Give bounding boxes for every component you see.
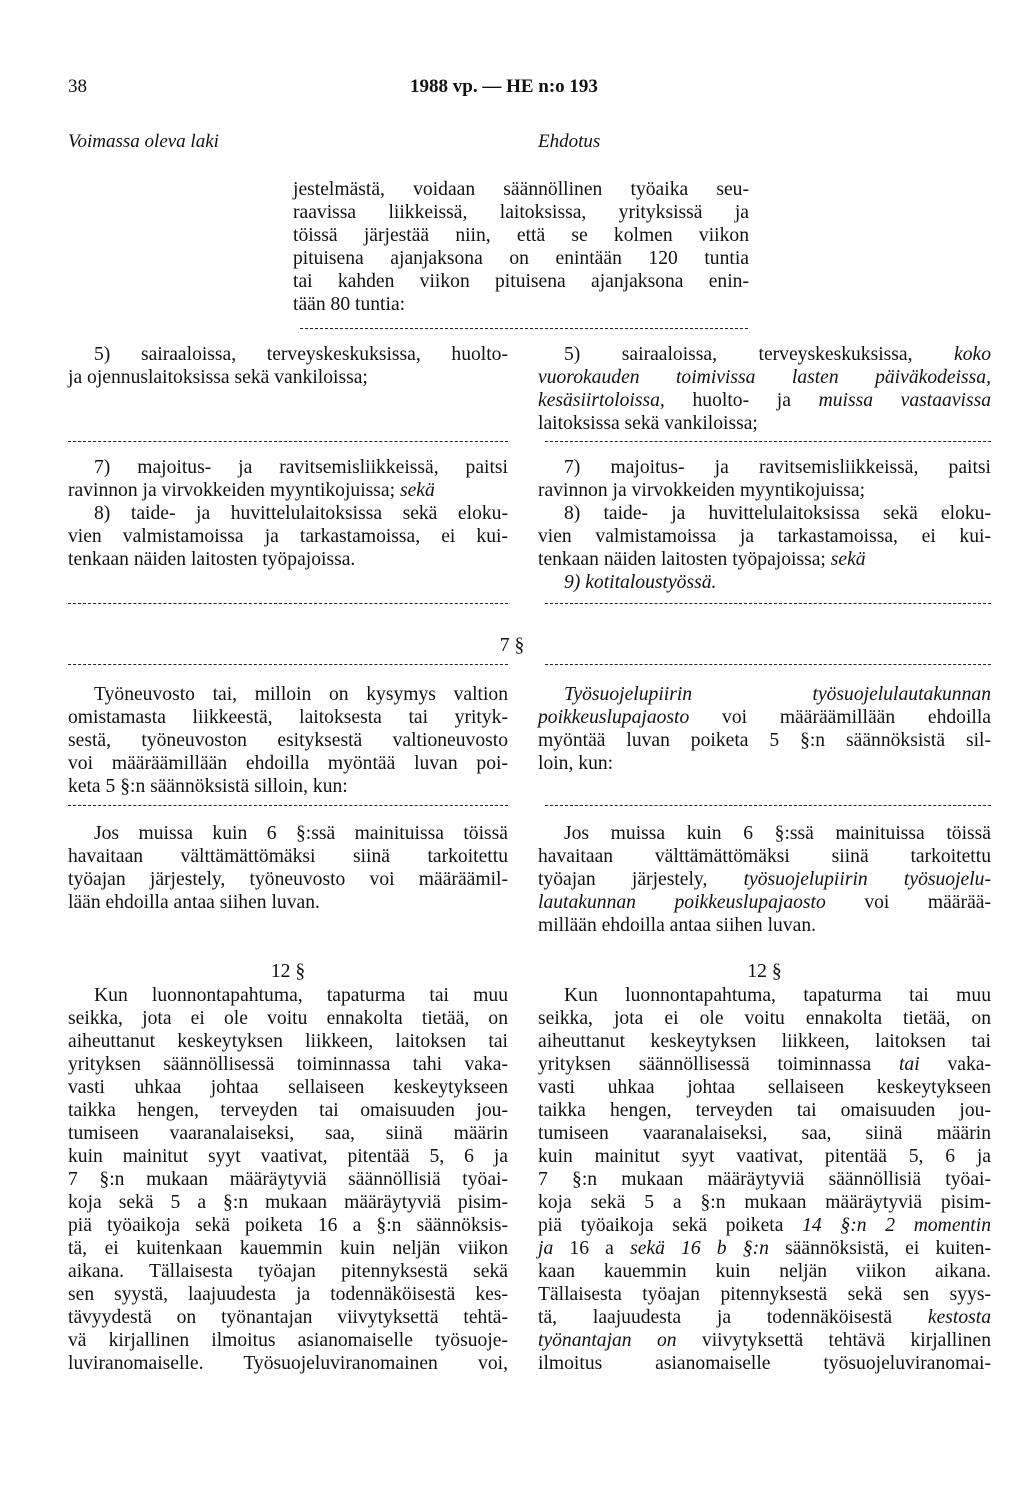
text-line: luviranomaiselle. Työsuojeluviranomainen voi, (68, 1353, 508, 1374)
text-line: 7) majoitus- ja ravitsemisliikkeissä, paitsi (564, 457, 991, 478)
text-line: vien valmistamoissa ja tarkastamoissa, ei kui- (68, 526, 508, 547)
text-line: ja ojennuslaitoksissa sekä vankiloissa; (68, 367, 368, 388)
text-line: aiheuttanut keskeytyksen liikkeen, laitoksen tai (68, 1031, 508, 1052)
left-item-5 (68, 343, 508, 389)
intro-line: töissä järjestää niin, että se kolmen viikon (293, 225, 749, 246)
right-column-heading: Ehdotus (538, 131, 601, 152)
text-line: kuin mainitut syyt vaativat, pitentää 5, 6 ja (68, 1146, 508, 1167)
text-line: myöntää luvan poiketa 5 §:n säännöksistä sil- (538, 730, 991, 751)
text-line: kuin mainitut syyt vaativat, pitentää 5, 6 ja (538, 1146, 991, 1167)
text-line: 8) taide- ja huvittelulaitoksissa sekä eloku- (564, 503, 991, 524)
text-line: loin, kun: (538, 753, 614, 774)
text-line: koja sekä 5 a §:n mukaan määräytyviä pisim- (68, 1192, 508, 1213)
text-line: poikkeuslupajaosto voi määräämillään ehdoilla (538, 707, 991, 728)
text-line: koja sekä 5 a §:n mukaan määräytyviä pisim- (538, 1192, 991, 1213)
text-line: ja 16 a sekä 16 b §:n säännöksistä, ei kuiten- (538, 1238, 991, 1259)
text-line: 7 §:n mukaan määräytyviä säännöllisiä työai- (68, 1169, 508, 1190)
text-line: yrityksen säännöllisessä toiminnassa tai vaka- (538, 1054, 991, 1075)
text-line: sestä, työneuvoston esityksestä valtioneuvosto (68, 730, 508, 751)
text-line: Tällaisesta työajan pitennyksestä sekä sen syys- (538, 1284, 991, 1305)
right-sec7-paragraph-1 (538, 683, 991, 775)
text-line: piä työaikoja sekä poiketa 14 §:n 2 momentin (538, 1215, 991, 1236)
right-item-5 (538, 343, 991, 435)
text-line: tä, ei kuitenkaan kauemmin kuin neljän viikon (68, 1238, 508, 1259)
text-line: tävyydestä on työnantajan viivytyksettä tehtä- (68, 1307, 508, 1328)
text-line: ilmoitus asianomaiselle työsuojeluviranomai- (538, 1353, 991, 1374)
intro-paragraph (293, 178, 749, 316)
intro-line: raavissa liikkeissä, laitoksissa, yrityksissä ja (293, 202, 749, 223)
omission-divider (68, 603, 508, 604)
omission-divider (68, 664, 508, 665)
text-line: tumiseen vaaranalaiseksi, saa, siinä määrin (68, 1123, 508, 1144)
text-line: ravinnon ja virvokkeiden myyntikojuissa; (538, 480, 866, 501)
text-line: millään ehdoilla antaa siihen luvan. (538, 915, 817, 936)
text-line: keta 5 §:n säännöksistä silloin, kun: (68, 776, 348, 797)
text-line: lään ehdoilla antaa siihen luvan. (68, 892, 320, 913)
text-line: Kun luonnontapahtuma, tapaturma tai muu (564, 985, 991, 1006)
text-line: Kun luonnontapahtuma, tapaturma tai muu (94, 985, 508, 1006)
text-line: seikka, jota ei ole voitu ennakolta tietää, on (68, 1008, 508, 1029)
omission-divider (545, 603, 991, 604)
omission-divider (300, 328, 748, 329)
omission-divider (545, 441, 991, 442)
omission-divider (68, 805, 508, 806)
text-line: taikka hengen, terveyden tai omaisuuden jou- (538, 1100, 991, 1121)
text-line: 8) taide- ja huvittelulaitoksissa sekä eloku- (94, 503, 508, 524)
text-line: 5) sairaaloissa, terveyskeskuksissa, koko (564, 344, 991, 365)
omission-divider (68, 441, 508, 442)
text-line: sen syystä, laajuudesta ja todennäköisestä kes- (68, 1284, 508, 1305)
text-line: ravinnon ja virvokkeiden myyntikojuissa; sekä (68, 480, 435, 501)
text-line: aiheuttanut keskeytyksen liikkeen, laitoksen tai (538, 1031, 991, 1052)
text-line: vasti uhkaa johtaa sellaiseen keskeytykseen (68, 1077, 508, 1098)
text-line: 9) kotitaloustyössä. (564, 572, 717, 593)
text-line: yrityksen säännöllisessä toiminnassa tahi vaka- (68, 1054, 508, 1075)
left-sec12-paragraph (68, 984, 508, 1375)
left-items-7-8 (68, 456, 508, 571)
text-line: kaan kauemmin kuin neljän viikon aikana. (538, 1261, 991, 1282)
text-line: laitoksissa sekä vankiloissa; (538, 413, 758, 434)
text-line: vien valmistamoissa ja tarkastamoissa, ei kui- (538, 526, 991, 547)
text-line: työajan järjestely, työneuvosto voi määräämil- (68, 869, 508, 890)
running-title: 1988 vp. — HE n:o 193 (410, 76, 598, 97)
left-sec7-paragraph-1 (68, 683, 508, 798)
text-line: vasti uhkaa johtaa sellaiseen keskeytykseen (538, 1077, 991, 1098)
text-line: 7) majoitus- ja ravitsemisliikkeissä, paitsi (94, 457, 508, 478)
text-line: vä kirjallinen ilmoitus asianomaiselle työsuoje- (68, 1330, 508, 1351)
right-sec12-paragraph (538, 984, 991, 1375)
text-line: voi määräämillään ehdoilla myöntää luvan poi- (68, 753, 508, 774)
text-line: piä työaikoja sekä poiketa 16 a §:n säännöksis- (68, 1215, 508, 1236)
text-line: Työneuvosto tai, milloin on kysymys valtion (94, 684, 508, 705)
text-line: 7 §:n mukaan määräytyviä säännöllisiä työai- (538, 1169, 991, 1190)
text-line: tumiseen vaaranalaiseksi, saa, siinä määrin (538, 1123, 991, 1144)
text-line: Jos muissa kuin 6 §:ssä mainituissa töissä (564, 823, 991, 844)
text-line: 5) sairaaloissa, terveyskeskuksissa, huolto- (94, 344, 508, 365)
intro-line: jestelmästä, voidaan säännöllinen työaika seu- (293, 179, 749, 200)
text-line: havaitaan välttämättömäksi siinä tarkoitettu (538, 846, 991, 867)
section-label-12-left: 12 § (270, 961, 306, 982)
left-sec7-paragraph-2 (68, 822, 508, 914)
text-line: havaitaan välttämättömäksi siinä tarkoitettu (68, 846, 508, 867)
intro-line: tään 80 tuntia: (293, 294, 406, 315)
omission-divider (545, 805, 991, 806)
text-line: työajan järjestely, työsuojelupiirin työsuojelu- (538, 869, 991, 890)
text-line: omistamasta liikkeestä, laitoksesta tai yrityk- (68, 707, 508, 728)
text-line: aikana. Tällaisesta työajan pitennyksestä sekä (68, 1261, 508, 1282)
text-line: työnantajan on viivytyksettä tehtävä kirjallinen (538, 1330, 991, 1351)
text-line: tenkaan näiden laitosten työpajoissa. (68, 549, 356, 570)
omission-divider (545, 664, 991, 665)
text-line: tä, laajuudesta ja todennäköisestä kestosta (538, 1307, 991, 1328)
section-label-12-right: 12 § (747, 961, 782, 982)
text-line: vuorokauden toimivissa lasten päiväkodeissa, (538, 367, 991, 388)
text-line: taikka hengen, terveyden tai omaisuuden jou- (68, 1100, 508, 1121)
left-column-heading: Voimassa oleva laki (68, 131, 219, 152)
text-line: kesäsiirtoloissa, huolto- ja muissa vastaavissa (538, 390, 992, 411)
right-sec7-paragraph-2 (538, 822, 991, 937)
intro-line: tai kahden viikon pituisena ajanjaksona enin- (293, 271, 749, 292)
text-line: Jos muissa kuin 6 §:ssä mainituissa töissä (94, 823, 508, 844)
text-line: seikka, jota ei ole voitu ennakolta tietää, on (538, 1008, 991, 1029)
text-line: tenkaan näiden laitosten työpajoissa; sekä (538, 549, 866, 570)
text-line: Työsuojelupiirin työsuojelulautakunnan (564, 684, 991, 705)
page-number: 38 (68, 76, 87, 97)
section-label-7: 7 § (499, 635, 525, 656)
intro-line: pituisena ajanjaksona on enintään 120 tuntia (293, 248, 749, 269)
text-line: lautakunnan poikkeuslupajaosto voi määrää- (538, 892, 991, 913)
right-items-7-9 (538, 456, 991, 594)
